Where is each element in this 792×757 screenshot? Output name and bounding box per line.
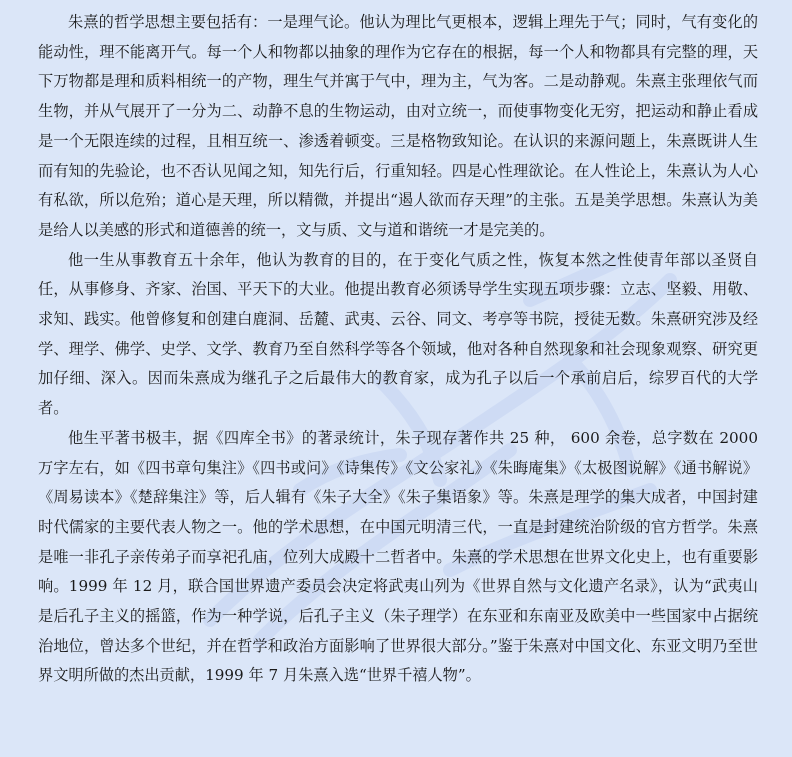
paragraph-works: 他生平著书极丰，据《四库全书》的著录统计，朱子现存著作共 25 种， 600 余卷，总字数在 2000 万字左右，如《四书章句集注》《四书或问》《诗集传》《文公家礼》《朱晦庵集》《太极图说解》《通书解说》《周易读本》《楚辞集注》等，后人辑有《朱子大全》《朱子集语象》等。朱熹是理学的集大成者，中国封建时代儒家的主要代表人物之一。他的学术思想，在中国元明清三代，一直是封建统治阶级的官方哲学。朱熹是唯一非孔子亲传弟子而享祀孔庙，位列大成殿十二哲者中。朱熹的学术思想在世界文化史上，也有重要影响。1999 年 12 月，联合国世界遗产委员会决定将武夷山列为《世界自然与文化遗产名录》，认为“武夷山是后孔子主义的摇篮，作为一种学说，后孔子主义（朱子理学）在东亚和东南亚及欧美中一些国家中占据统治地位，曾达多个世纪，并在哲学和政治方面影响了世界很大部分。”鉴于朱熹对中国文化、东亚文明乃至世界文明所做的杰出贡献，1999 年 7 月朱熹入选“世界千禧人物”。: [38, 428, 758, 685]
paragraph-education: 他一生从事教育五十余年，他认为教育的目的，在于变化气质之性，恢复本然之性使青年部以圣贤自任，从事修身、齐家、治国、平天下的大业。他提出教育必须诱导学生实现五项步骤：立志、坚毅、用敬、求知、践实。他曾修复和创建白鹿洞、岳麓、武夷、云谷、同文、考亭等书院，授徒无数。朱熹研究涉及经学、理学、佛学、史学、文学、教育乃至自然科学等各个领域，他对各种自然现象和社会现象观察、研究更加仔细、深入。因而朱熹成为继孔子之后最伟大的教育家，成为孔子以后一个承前启后，综罗百代的大学者。: [38, 250, 758, 418]
paragraph-philosophy: 朱熹的哲学思想主要包括有：一是理气论。他认为理比气更根本，逻辑上理先于气；同时，气有变化的能动性，理不能离开气。每一个人和物都以抽象的理作为它存在的根据，每一个人和物都具有完整的理，天下万物都是理和质料相统一的产物，理生气并寓于气中，理为主，气为客。二是动静观。朱熹主张理依气而生物，并从气展开了一分为二、动静不息的生物运动，由对立统一，而使事物变化无穷，把运动和静止看成是一个无限连续的过程，且相互统一、渗透着顿变。三是格物致知论。在认识的来源问题上，朱熹既讲人生而有知的先验论，也不否认见闻之知，知先行后，行重知轻。四是心性理欲论。在人性论上，朱熹认为人心有私欲，所以危殆；道心是天理，所以精微，并提出“遏人欲而存天理”的主张。五是美学思想。朱熹认为美是给人以美感的形式和道德善的统一，文与质、文与道和谐统一才是完美的。: [38, 13, 758, 239]
article-body: [38, 8, 758, 691]
